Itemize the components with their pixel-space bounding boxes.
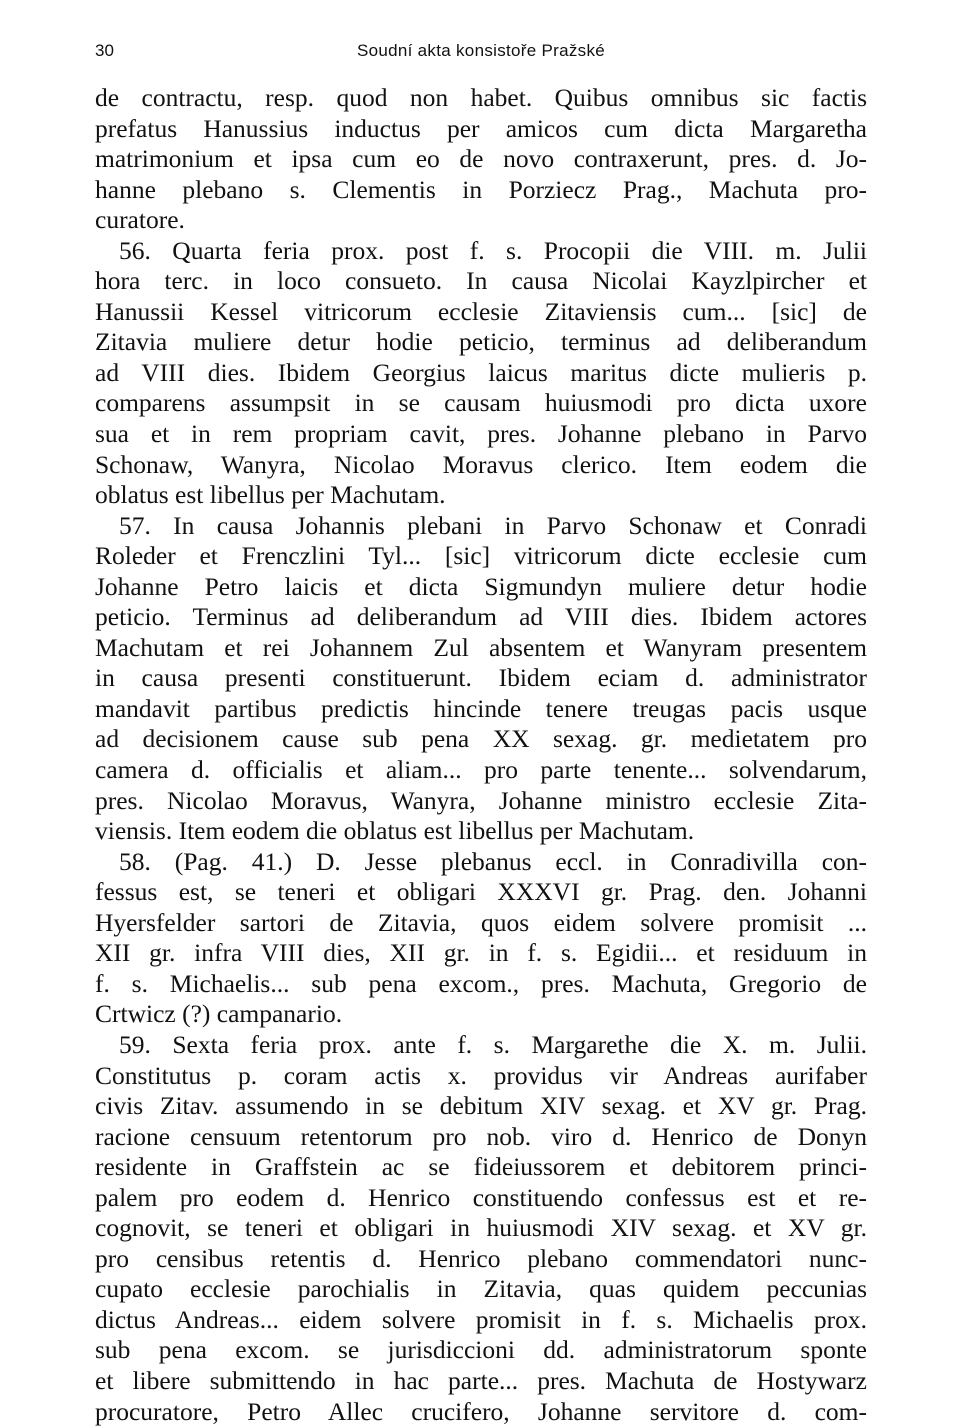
text-line: residente in Graffstein ac se fideiussorem et debitorem princi-: [95, 1152, 867, 1182]
text-line: prefatus Hanussius inductus per amicos cum dicta Margaretha: [95, 113, 867, 143]
text-line: racione censuum retentorum pro nob. viro d. Henrico de Donyn: [95, 1121, 867, 1151]
text-line: fessus est, se teneri et obligari XXXVI gr. Prag. den. Johanni: [95, 877, 867, 907]
text-line: pro censibus retentis d. Henrico plebano commendatori nunc-: [95, 1243, 867, 1273]
running-head: Soudní akta konsistoře Pražské: [356, 41, 606, 60]
text-line: 57. In causa Johannis plebani in Parvo Schonaw et Conradi: [119, 510, 867, 540]
text-line: pres. Nicolao Moravus, Wanyra, Johanne ministro ecclesie Zita-: [95, 785, 867, 815]
text-line: Machutam et rei Johannem Zul absentem et Wanyram presentem: [95, 632, 867, 662]
text-line: ad VIII dies. Ibidem Georgius laicus maritus dicte mulieris p.: [95, 357, 867, 387]
text-line: f. s. Michaelis... sub pena excom., pres. Machuta, Gregorio de: [95, 968, 867, 998]
text-line: Hanussii Kessel vitricorum ecclesie Zitaviensis cum... [sic] de: [95, 296, 867, 326]
text-line: de contractu, resp. quod non habet. Quibus omnibus sic factis: [95, 83, 867, 112]
text-line: hanne plebano s. Clementis in Porziecz Prag., Machuta pro-: [95, 174, 867, 204]
page-number: 30: [95, 41, 114, 60]
text-line: Johanne Petro laicis et dicta Sigmundyn muliere detur hodie: [95, 571, 867, 601]
text-line: viensis. Item eodem die oblatus est libellus per Machutam.: [95, 816, 695, 846]
text-line: Constitutus p. coram actis x. providus vir Andreas aurifaber: [95, 1060, 867, 1090]
text-line: comparens assumpsit in se causam huiusmodi pro dicta uxore: [95, 388, 867, 418]
page-header: [95, 41, 867, 65]
text-line: sua et in rem propriam cavit, pres. Johanne plebano in Parvo: [95, 419, 867, 449]
text-line: 58. (Pag. 41.) D. Jesse plebanus eccl. in Conradivilla con-: [119, 846, 867, 876]
text-line: ad decisionem cause sub pena XX sexag. gr. medietatem pro: [95, 724, 867, 754]
text-line: palem pro eodem d. Henrico constituendo confessus est et re-: [95, 1182, 867, 1212]
text-line: in causa presenti constituerunt. Ibidem eciam d. administrator: [95, 663, 867, 693]
text-line: mandavit partibus predictis hincinde tenere treugas pacis usque: [95, 693, 867, 723]
text-line: 59. Sexta feria prox. ante f. s. Margarethe die X. m. Julii.: [119, 1029, 867, 1059]
text-line: Roleder et Frenczlini Tyl... [sic] vitricorum dicte ecclesie cum: [95, 541, 867, 571]
text-line: procuratore, Petro Allec crucifero, Johanne servitore d. com-: [95, 1396, 867, 1426]
text-line: et libere submittendo in hac parte... pres. Machuta de Hostywarz: [95, 1365, 867, 1395]
text-line: Zitavia muliere detur hodie peticio, terminus ad deliberandum: [95, 327, 867, 357]
text-line: Hyersfelder sartori de Zitavia, quos eidem solvere promisit ...: [95, 907, 867, 937]
text-line: oblatus est libellus per Machutam.: [95, 480, 446, 510]
text-line: dictus Andreas... eidem solvere promisit in f. s. Michaelis prox.: [95, 1304, 867, 1334]
text-line: sub pena excom. se jurisdiccioni dd. administratorum sponte: [95, 1335, 867, 1365]
text-line: 56. Quarta feria prox. post f. s. Procopii die VIII. m. Julii: [119, 235, 867, 265]
text-line: cognovit, se teneri et obligari in huiusmodi XIV sexag. et XV gr.: [95, 1213, 867, 1243]
text-body: [95, 83, 867, 1427]
text-line: civis Zitav. assumendo in se debitum XIV sexag. et XV gr. Prag.: [95, 1091, 867, 1121]
text-line: Crtwicz (?) campanario.: [95, 999, 343, 1029]
text-line: curatore.: [95, 205, 185, 235]
text-line: matrimonium et ipsa cum eo de novo contraxerunt, pres. d. Jo-: [95, 144, 867, 174]
text-line: Schonaw, Wanyra, Nicolao Moravus clerico. Item eodem die: [95, 449, 867, 479]
text-line: XII gr. infra VIII dies, XII gr. in f. s. Egidii... et residuum in: [95, 938, 867, 968]
text-line: peticio. Terminus ad deliberandum ad VIII dies. Ibidem actores: [95, 602, 867, 632]
text-line: cupato ecclesie parochialis in Zitavia, quas quidem peccunias: [95, 1274, 867, 1304]
text-line: hora terc. in loco consueto. In causa Nicolai Kayzlpircher et: [95, 266, 867, 296]
text-line: camera d. officialis et aliam... pro parte tenente... solvendarum,: [95, 755, 867, 785]
